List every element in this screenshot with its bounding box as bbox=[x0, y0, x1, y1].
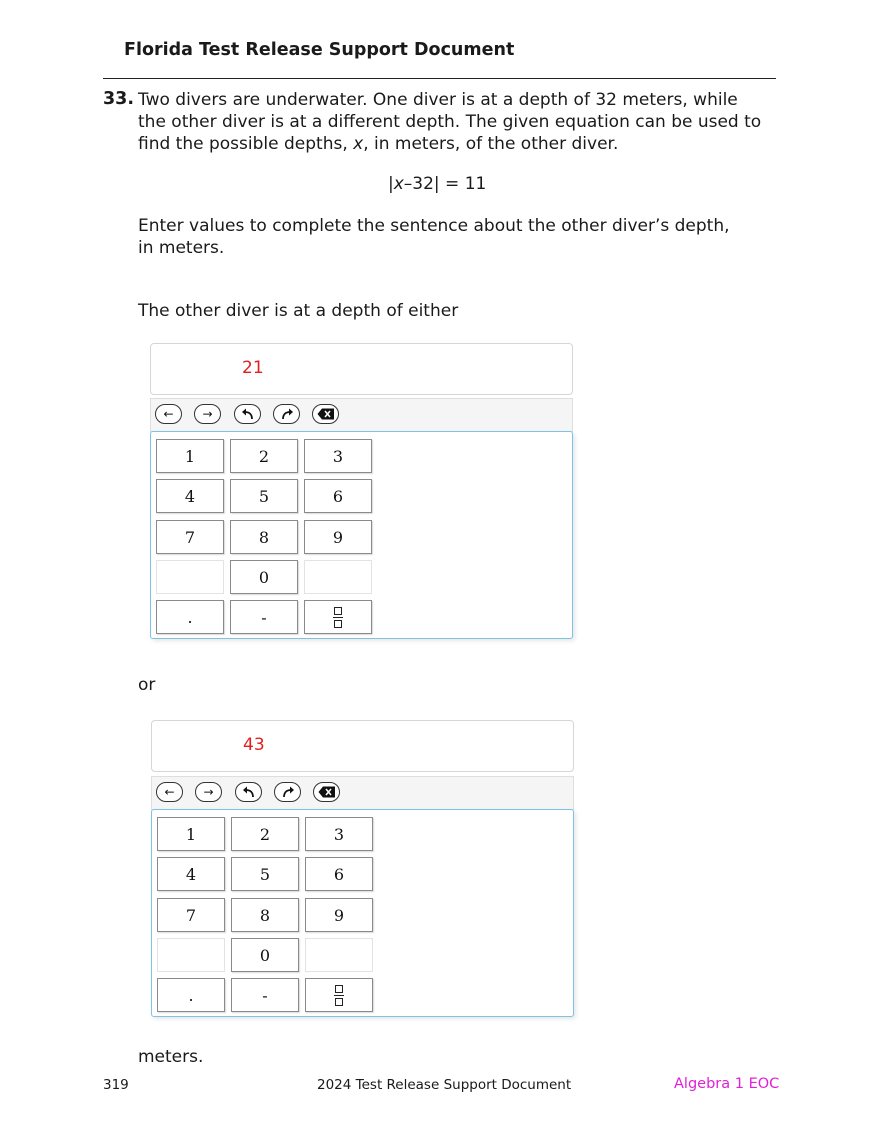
answer-input-1[interactable] bbox=[150, 343, 573, 395]
question-stem bbox=[138, 89, 788, 155]
editor-toolbar-1 bbox=[150, 398, 573, 432]
key-decimal[interactable]: . bbox=[157, 978, 225, 1012]
keypad-2 bbox=[151, 809, 574, 1017]
instruction: Enter values to complete the sentence about the other diver’s depth, in meters. bbox=[138, 216, 730, 258]
key-decimal[interactable]: . bbox=[156, 600, 224, 634]
key-0[interactable]: 0 bbox=[230, 560, 298, 594]
key-minus[interactable]: - bbox=[230, 600, 298, 634]
stem-line: Two divers are underwater. One diver is at a depth of 32 meters, while bbox=[138, 90, 738, 110]
backspace-icon[interactable] bbox=[312, 404, 339, 424]
key-blank bbox=[304, 560, 372, 594]
redo-icon[interactable] bbox=[273, 404, 300, 424]
key-5[interactable]: 5 bbox=[230, 479, 298, 513]
key-5[interactable]: 5 bbox=[231, 857, 299, 891]
footer-document-title: 2024 Test Release Support Document bbox=[317, 1077, 572, 1093]
equation: |x–32| = 11 bbox=[388, 174, 487, 194]
answer-input-2[interactable] bbox=[151, 720, 574, 772]
redo-icon[interactable] bbox=[274, 782, 301, 802]
key-8[interactable]: 8 bbox=[230, 520, 298, 554]
keypad-1 bbox=[150, 431, 573, 639]
arrow-left-icon[interactable]: ← bbox=[156, 782, 183, 802]
undo-icon[interactable] bbox=[235, 782, 262, 802]
sentence-start: The other diver is at a depth of either bbox=[138, 301, 459, 321]
arrow-right-icon[interactable]: → bbox=[195, 782, 222, 802]
fraction-icon bbox=[334, 985, 344, 1006]
page-header-title: Florida Test Release Support Document bbox=[124, 40, 515, 60]
key-2[interactable]: 2 bbox=[231, 817, 299, 851]
connector-or: or bbox=[138, 675, 156, 695]
key-7[interactable]: 7 bbox=[156, 520, 224, 554]
key-3[interactable]: 3 bbox=[305, 817, 373, 851]
key-3[interactable]: 3 bbox=[304, 439, 372, 473]
key-8[interactable]: 8 bbox=[231, 898, 299, 932]
arrow-right-icon[interactable]: → bbox=[194, 404, 221, 424]
key-1[interactable]: 1 bbox=[156, 439, 224, 473]
key-6[interactable]: 6 bbox=[305, 857, 373, 891]
key-2[interactable]: 2 bbox=[230, 439, 298, 473]
key-4[interactable]: 4 bbox=[156, 479, 224, 513]
page-number: 319 bbox=[103, 1077, 129, 1093]
footer-course-label: Algebra 1 EOC bbox=[674, 1076, 780, 1092]
key-fraction[interactable] bbox=[305, 978, 373, 1012]
key-fraction[interactable] bbox=[304, 600, 372, 634]
stem-line: find the possible depths, x, in meters, of the other diver. bbox=[138, 134, 619, 154]
variable-x: x bbox=[353, 134, 364, 154]
key-minus[interactable]: - bbox=[231, 978, 299, 1012]
key-9[interactable]: 9 bbox=[304, 520, 372, 554]
fraction-icon bbox=[333, 607, 343, 628]
key-9[interactable]: 9 bbox=[305, 898, 373, 932]
key-blank bbox=[156, 560, 224, 594]
key-0[interactable]: 0 bbox=[231, 938, 299, 972]
key-blank bbox=[305, 938, 373, 972]
answer-value-2: 43 bbox=[243, 735, 265, 755]
header-divider bbox=[103, 78, 776, 79]
key-7[interactable]: 7 bbox=[157, 898, 225, 932]
question-number: 33. bbox=[103, 89, 135, 109]
editor-toolbar-2 bbox=[151, 776, 574, 810]
undo-icon[interactable] bbox=[234, 404, 261, 424]
key-6[interactable]: 6 bbox=[304, 479, 372, 513]
key-4[interactable]: 4 bbox=[157, 857, 225, 891]
arrow-left-icon[interactable]: ← bbox=[155, 404, 182, 424]
key-1[interactable]: 1 bbox=[157, 817, 225, 851]
answer-value-1: 21 bbox=[242, 358, 264, 378]
key-blank bbox=[157, 938, 225, 972]
backspace-icon[interactable] bbox=[313, 782, 340, 802]
sentence-end: meters. bbox=[138, 1047, 204, 1067]
stem-line: the other diver is at a different depth. The given equation can be used to bbox=[138, 112, 762, 132]
